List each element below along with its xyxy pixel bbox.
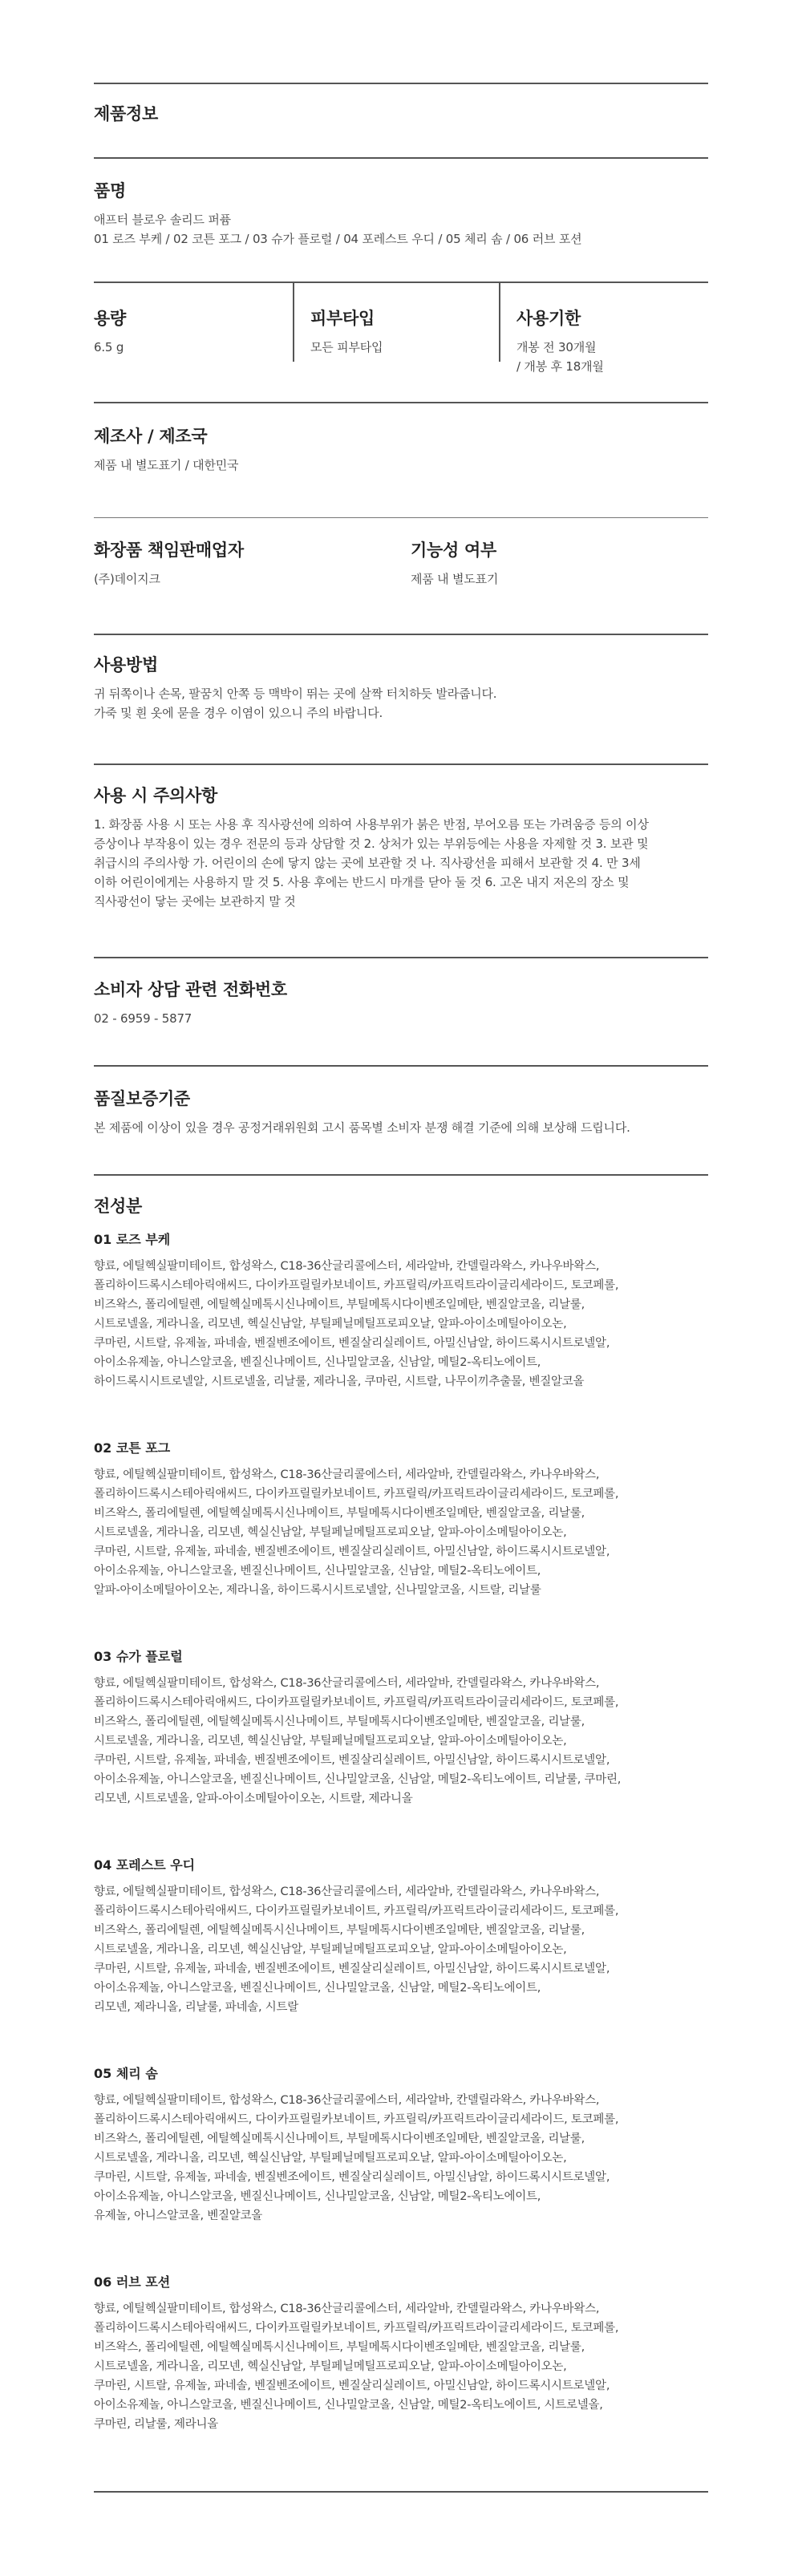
caution-line: 증상이나 부작용이 있는 경우 전문의 등과 상담할 것 2. 상처가 있는 부위등에는 사용을 자제할 것 3. 보관 및 <box>94 836 649 851</box>
quality-section <box>94 1088 708 1137</box>
ingredient-line: 아이소유제놀, 아니스알코올, 벤질신나메이트, 신나밀알코올, 신남알, 메틸2-옥티노에이트, <box>94 2190 541 2203</box>
ingredient-line: 비즈왁스, 폴리에틸렌, 에틸헥실메톡시신나메이트, 부틸메톡시다이벤조일메탄, 벤질알코올, 리날룰, <box>94 1298 585 1311</box>
ingredient-line: 쿠마린, 시트랄, 유제놀, 파네솔, 벤질벤조에이트, 벤질살리실레이트, 아밀신남알, 하이드록시시트로넬알, <box>94 1545 610 1558</box>
skin-type-cell <box>310 307 503 357</box>
ingredient-line: 시트로넬올, 게라니올, 리모넨, 헥실신남알, 부틸페닐메틸프로피오날, 알파-아이소메틸아이오논, <box>94 1735 567 1748</box>
ingredient-item <box>94 1857 708 2017</box>
functional-cell <box>411 539 699 589</box>
ingredient-line: 아이소유제놀, 아니스알코올, 벤질신나메이트, 신나밀알코올, 신남알, 메틸2-옥티노에이트, <box>94 1565 541 1578</box>
divider <box>94 634 708 635</box>
ingredient-line: 폴리하이드록시스테아릭애씨드, 다이카프릴릴카보네이트, 카프릴릭/카프릭트라이글리세라이드, 토코페롤, <box>94 1488 619 1501</box>
ingredient-line: 폴리하이드록시스테아릭애씨드, 다이카프릴릴카보네이트, 카프릴릭/카프릭트라이글리세라이드, 토코페롤, <box>94 2322 619 2335</box>
manufacturer-section <box>94 425 708 475</box>
ingredient-line: 아이소유제놀, 아니스알코올, 벤질신나메이트, 신나밀알코올, 신남알, 메틸2-옥티노에이트, 시트로넬올, <box>94 2399 603 2412</box>
product-info-section <box>94 103 708 125</box>
ingredients-section <box>94 1195 708 1217</box>
usage-text: 귀 뒤쪽이나 손목, 팔꿈치 안쪽 등 맥박이 뛰는 곳에 살짝 터치하듯 발라줍니다. <box>94 687 497 701</box>
ingredient-item <box>94 1648 708 1808</box>
ingredient-line: 쿠마린, 시트랄, 유제놀, 파네솔, 벤질벤조에이트, 벤질살리실레이트, 아밀신남알, 하이드록시시트로넬알, <box>94 2380 610 2392</box>
manufacturer-value: 제품 내 별도표기 / 대한민국 <box>94 458 239 472</box>
ingredient-item <box>94 1231 708 1391</box>
ingredient-line: 시트로넬올, 게라니올, 리모넨, 헥실신남알, 부틸페닐메틸프로피오날, 알파-아이소메틸아이오논, <box>94 2360 567 2373</box>
vertical-divider <box>293 281 294 362</box>
cautions-section <box>94 784 708 911</box>
seller-row <box>94 539 708 603</box>
expiry-cell <box>516 307 709 376</box>
ingredient-line: 쿠마린, 리날룰, 제라니올 <box>94 2418 219 2431</box>
ingredient-line: 비즈왁스, 폴리에틸렌, 에틸헥실메톡시신나메이트, 부틸메톡시다이벤조일메탄, 벤질알코올, 리날룰, <box>94 1924 585 1937</box>
usage-section <box>94 654 708 723</box>
ingredient-line: 폴리하이드록시스테아릭애씨드, 다이카프릴릴카보네이트, 카프릴릭/카프릭트라이글리세라이드, 토코페롤, <box>94 1696 619 1709</box>
ingredient-line: 아이소유제놀, 아니스알코올, 벤질신나메이트, 신나밀알코올, 신남알, 메틸2-옥티노에이트, <box>94 1356 541 1369</box>
product-name-text: 애프터 블로우 솔리드 퍼퓸 <box>94 213 231 227</box>
expiry-value: 개봉 전 30개월 <box>516 340 597 354</box>
divider <box>94 1065 708 1067</box>
ingredient-line: 아이소유제놀, 아니스알코올, 벤질신나메이트, 신나밀알코올, 신남알, 메틸2-옥티노에이트, 리날룰, 쿠마린, <box>94 1773 622 1786</box>
ingredient-line: 시트로넬올, 게라니올, 리모넨, 헥실신남알, 부틸페닐메틸프로피오날, 알파-아이소메틸아이오논, <box>94 2152 567 2165</box>
ingredient-name: 02 코튼 포그 <box>94 1440 171 1456</box>
expiry-value: / 개봉 후 18개월 <box>516 359 604 374</box>
ingredient-line: 향료, 에틸헥실팔미테이트, 합성왁스, C18-36산글리콜에스터, 세라알바, 칸델릴라왁스, 카나우바왁스, <box>94 1468 600 1481</box>
ingredient-line: 시트로넬올, 게라니올, 리모넨, 헥실신남알, 부틸페닐메틸프로피오날, 알파-아이소메틸아이오논, <box>94 1943 567 1956</box>
ingredient-line: 하이드록시시트로넬알, 시트로넬올, 리날룰, 제라니올, 쿠마린, 시트랄, 나무이끼추출물, 벤질알코올 <box>94 1375 585 1388</box>
ingredient-line: 폴리하이드록시스테아릭애씨드, 다이카프릴릴카보네이트, 카프릴릭/카프릭트라이글리세라이드, 토코페롤, <box>94 1279 619 1292</box>
ingredient-name: 01 로즈 부케 <box>94 1232 171 1247</box>
seller-value: (주)데이지크 <box>94 572 160 586</box>
divider <box>94 1174 708 1176</box>
phone-number: 02 - 6959 - 5877 <box>94 1011 192 1026</box>
section-title: 기능성 여부 <box>411 541 496 560</box>
ingredient-item <box>94 2065 708 2226</box>
ingredient-name: 03 슈가 플로럴 <box>94 1649 183 1664</box>
section-title: 소비자 상담 관련 전화번호 <box>94 980 287 999</box>
ingredient-line: 쿠마린, 시트랄, 유제놀, 파네솔, 벤질벤조에이트, 벤질살리실레이트, 아밀신남알, 하이드록시시트로넬알, <box>94 2171 610 2184</box>
ingredient-line: 쿠마린, 시트랄, 유제놀, 파네솔, 벤질벤조에이트, 벤질살리실레이트, 아밀신남알, 하이드록시시트로넬알, <box>94 1962 610 1975</box>
divider <box>94 157 708 159</box>
ingredient-name: 04 포레스트 우디 <box>94 1857 196 1873</box>
consumer-section <box>94 978 708 1028</box>
ingredient-line: 시트로넬올, 게라니올, 리모넨, 헥실신남알, 부틸페닐메틸프로피오날, 알파-아이소메틸아이오논, <box>94 1526 567 1539</box>
ingredient-line: 비즈왁스, 폴리에틸렌, 에틸헥실메톡시신나메이트, 부틸메톡시다이벤조일메탄, 벤질알코올, 리날룰, <box>94 1715 585 1728</box>
ingredient-line: 비즈왁스, 폴리에틸렌, 에틸헥실메톡시신나메이트, 부틸메톡시다이벤조일메탄, 벤질알코올, 리날룰, <box>94 2132 585 2145</box>
divider <box>94 2491 708 2493</box>
usage-text: 가죽 및 흰 옷에 묻을 경우 이염이 있으니 주의 바랍니다. <box>94 706 383 720</box>
caution-line: 취급시의 주의사항 가. 어린이의 손에 닿지 않는 곳에 보관할 것 나. 직사광선을 피해서 보관할 것 4. 만 3세 <box>94 856 641 870</box>
ingredient-line: 쿠마린, 시트랄, 유제놀, 파네솔, 벤질벤조에이트, 벤질살리실레이트, 아밀신남알, 하이드록시시트로넬알, <box>94 1754 610 1767</box>
ingredient-line: 향료, 에틸헥실팔미테이트, 합성왁스, C18-36산글리콜에스터, 세라알바, 칸델릴라왁스, 카나우바왁스, <box>94 1885 600 1898</box>
volume-cell <box>94 307 286 357</box>
section-title: 품질보증기준 <box>94 1089 190 1108</box>
quality-text: 본 제품에 이상이 있을 경우 공정거래위원회 고시 품목별 소비자 분쟁 해결 기준에 의해 보상해 드립니다. <box>94 1120 630 1135</box>
ingredient-line: 폴리하이드록시스테아릭애씨드, 다이카프릴릴카보네이트, 카프릴릭/카프릭트라이글리세라이드, 토코페롤, <box>94 2113 619 2126</box>
seller-cell <box>94 539 383 589</box>
ingredient-line: 리모넨, 제라니올, 리날룰, 파네솔, 시트랄 <box>94 2001 298 2014</box>
specs-row <box>94 281 708 374</box>
section-title: 제조사 / 제조국 <box>94 427 208 446</box>
divider <box>94 402 708 403</box>
product-variants-text: 01 로즈 부케 / 02 코튼 포그 / 03 슈가 플로럴 / 04 포레스트 우디 / 05 체리 솜 / 06 러브 포션 <box>94 232 582 246</box>
ingredient-line: 향료, 에틸헥실팔미테이트, 합성왁스, C18-36산글리콜에스터, 세라알바, 칸델릴라왁스, 카나우바왁스, <box>94 2094 600 2107</box>
divider <box>94 763 708 765</box>
ingredient-line: 향료, 에틸헥실팔미테이트, 합성왁스, C18-36산글리콜에스터, 세라알바, 칸델릴라왁스, 카나우바왁스, <box>94 1677 600 1690</box>
cautions-text <box>94 815 708 911</box>
section-title: 사용기한 <box>516 309 581 328</box>
ingredient-line: 향료, 에틸헥실팔미테이트, 합성왁스, C18-36산글리콜에스터, 세라알바, 칸델릴라왁스, 카나우바왁스, <box>94 2303 600 2315</box>
product-name-section <box>94 180 708 249</box>
skin-type-value: 모든 피부타입 <box>310 340 383 354</box>
divider <box>94 957 708 958</box>
section-title: 사용 시 주의사항 <box>94 786 217 805</box>
caution-line: 직사광선이 닿는 곳에는 보관하지 말 것 <box>94 894 296 909</box>
divider <box>94 517 708 518</box>
ingredient-line: 리모넨, 시트로넬올, 알파-아이소메틸아이오논, 시트랄, 제라니올 <box>94 1792 413 1805</box>
caution-line: 이하 어린이에게는 사용하지 말 것 5. 사용 후에는 반드시 마개를 닫아 둘 것 6. 고온 내지 저온의 장소 및 <box>94 875 630 889</box>
section-title: 전성분 <box>94 1197 142 1216</box>
section-title: 피부타입 <box>310 309 375 328</box>
section-title: 사용방법 <box>94 655 158 674</box>
ingredient-line: 폴리하이드록시스테아릭애씨드, 다이카프릴릴카보네이트, 카프릴릭/카프릭트라이글리세라이드, 토코페롤, <box>94 1905 619 1918</box>
section-title: 제품정보 <box>94 104 158 124</box>
ingredient-line: 시트로넬올, 게라니올, 리모넨, 헥실신남알, 부틸페닐메틸프로피오날, 알파-아이소메틸아이오논, <box>94 1318 567 1331</box>
ingredient-line: 비즈왁스, 폴리에틸렌, 에틸헥실메톡시신나메이트, 부틸메톡시다이벤조일메탄, 벤질알코올, 리날룰, <box>94 1507 585 1520</box>
functional-value: 제품 내 별도표기 <box>411 572 499 586</box>
caution-line: 1. 화장품 사용 시 또는 사용 후 직사광선에 의하여 사용부위가 붉은 반점, 부어오름 또는 가려움증 등의 이상 <box>94 817 649 832</box>
ingredient-line: 유제놀, 아니스알코올, 벤질알코올 <box>94 2209 263 2222</box>
ingredient-name: 05 체리 솜 <box>94 2066 158 2081</box>
ingredient-line: 향료, 에틸헥실팔미테이트, 합성왁스, C18-36산글리콜에스터, 세라알바, 칸델릴라왁스, 카나우바왁스, <box>94 1260 600 1273</box>
section-title: 용량 <box>94 309 126 328</box>
ingredient-line: 쿠마린, 시트랄, 유제놀, 파네솔, 벤질벤조에이트, 벤질살리실레이트, 아밀신남알, 하이드록시시트로넬알, <box>94 1337 610 1350</box>
ingredient-line: 알파-아이소메틸아이오논, 제라니올, 하이드록시시트로넬알, 신나밀알코올, 시트랄, 리날룰 <box>94 1584 541 1597</box>
section-title: 화장품 책임판매업자 <box>94 541 244 560</box>
ingredient-line: 비즈왁스, 폴리에틸렌, 에틸헥실메톡시신나메이트, 부틸메톡시다이벤조일메탄, 벤질알코올, 리날룰, <box>94 2341 585 2354</box>
ingredient-line: 아이소유제놀, 아니스알코올, 벤질신나메이트, 신나밀알코올, 신남알, 메틸2-옥티노에이트, <box>94 1982 541 1995</box>
ingredient-item <box>94 2274 708 2434</box>
section-title: 품명 <box>94 181 126 200</box>
volume-value: 6.5 g <box>94 340 124 354</box>
ingredient-item <box>94 1440 708 1600</box>
ingredient-name: 06 러브 포션 <box>94 2274 171 2290</box>
divider <box>94 83 708 84</box>
vertical-divider <box>499 281 500 362</box>
